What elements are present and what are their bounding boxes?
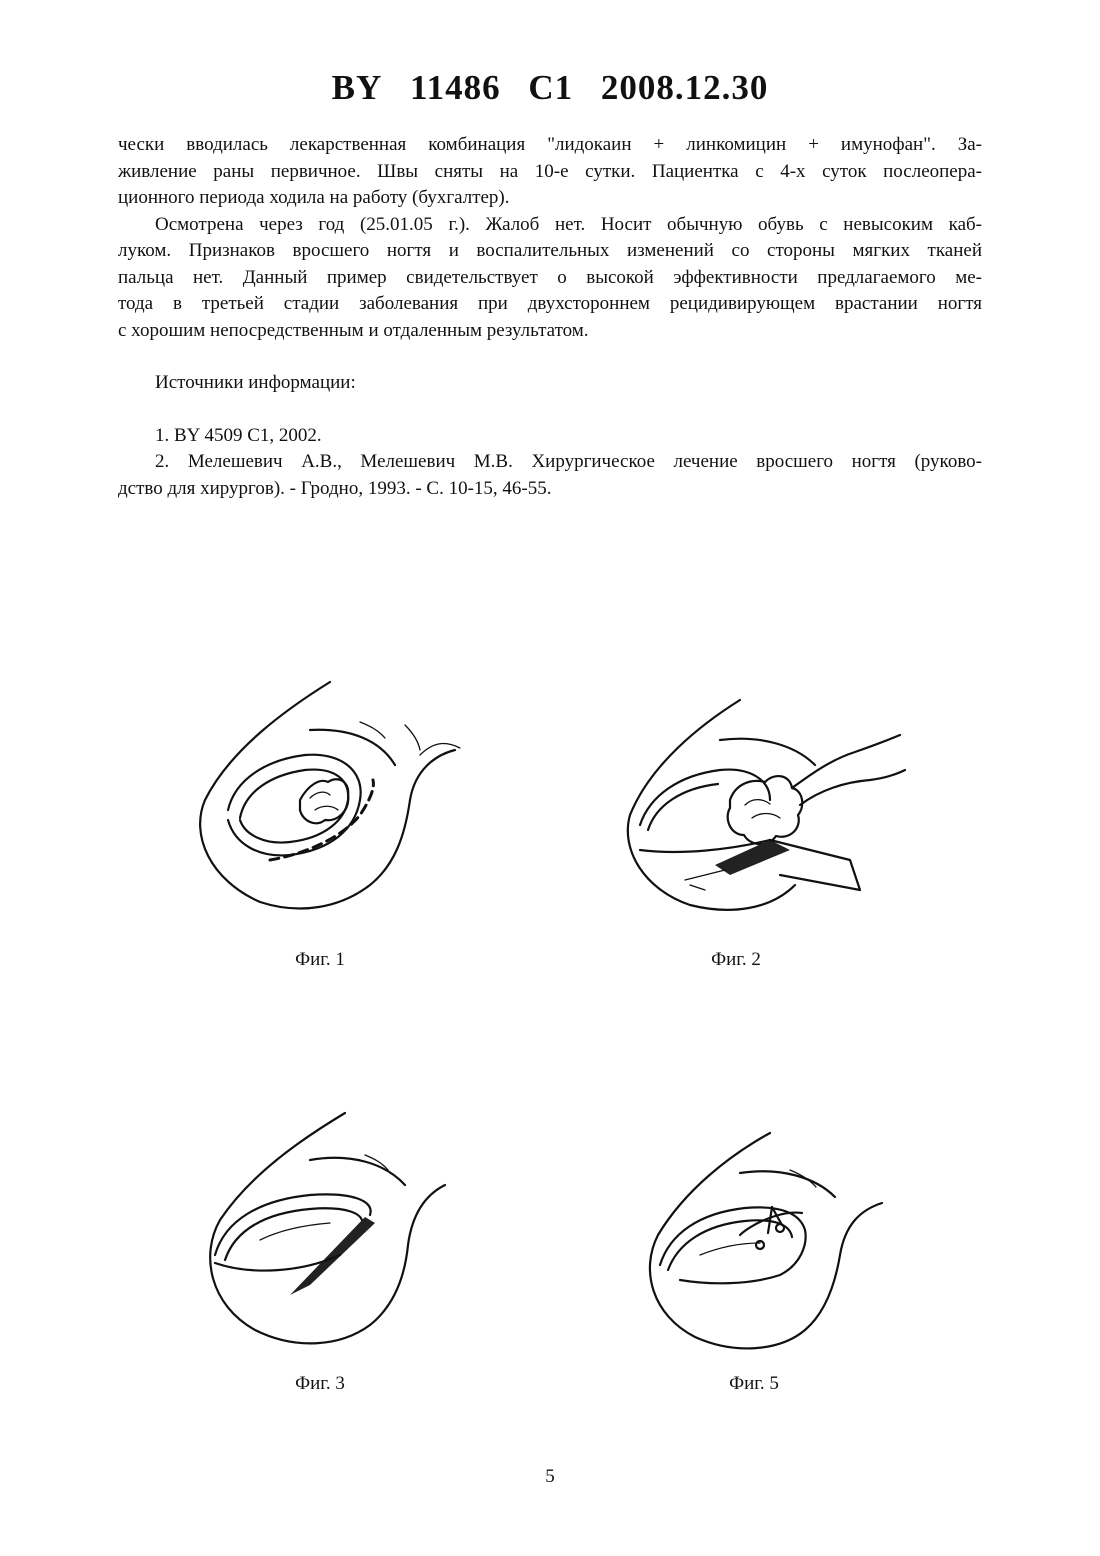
source-item: 2. Мелешевич А.В., Мелешевич М.В. Хирургическое лечение вросшего ногтя (руково- bbox=[155, 451, 982, 472]
figure-2 bbox=[620, 690, 910, 920]
paragraph-line: пальца нет. Данный пример свидетельствует о высокой эффективности предлагаемого ме- bbox=[118, 266, 982, 288]
figure-caption: Фиг. 2 bbox=[711, 949, 761, 970]
figure-caption: Фиг. 5 bbox=[729, 1373, 779, 1394]
page-number: 5 bbox=[545, 1466, 555, 1487]
paragraph-line: чески вводилась лекарственная комбинация "лидокаин + линкомицин + имунофан". За- bbox=[118, 134, 982, 155]
figure-3 bbox=[200, 1105, 460, 1355]
paragraph-line: тода в третьей стадии заболевания при двухстороннем рецидивирующем врастании ногтя bbox=[118, 293, 982, 314]
document-header bbox=[0, 68, 1100, 108]
figure-caption: Фиг. 1 bbox=[295, 949, 345, 970]
paragraph-line: с хорошим непосредственным и отдаленным результатом. bbox=[118, 319, 589, 341]
doc-kind: C1 bbox=[528, 68, 574, 107]
doc-prefix: BY bbox=[331, 68, 383, 107]
doc-date: 2008.12.30 bbox=[600, 68, 769, 107]
paragraph-line: живление раны первичное. Швы сняты на 10-е сутки. Пациентка с 4-х суток послеопера- bbox=[118, 160, 982, 182]
source-item: 1. BY 4509 C1, 2002. bbox=[155, 424, 322, 446]
body-text bbox=[118, 132, 982, 502]
figure-5 bbox=[640, 1125, 900, 1360]
figure-1 bbox=[190, 670, 480, 920]
paragraph-line: Осмотрена через год (25.01.05 г.). Жалоб нет. Носит обычную обувь с невысоким каб- bbox=[155, 213, 982, 235]
sources-heading: Источники информации: bbox=[155, 372, 356, 393]
paragraph-line: луком. Признаков вросшего ногтя и воспалительных изменений со стороны мягких тканей bbox=[118, 240, 982, 261]
toe-nail-excision-drawing-icon bbox=[620, 690, 910, 920]
source-item: дство для хирургов). - Гродно, 1993. - С. 10-15, 46-55. bbox=[118, 477, 552, 499]
toe-nail-wound-drawing-icon bbox=[200, 1105, 460, 1355]
toe-nail-suture-drawing-icon bbox=[640, 1125, 900, 1360]
figure-caption: Фиг. 3 bbox=[295, 1373, 345, 1394]
doc-number: 11486 bbox=[410, 68, 501, 107]
paragraph-line: ционного периода ходила на работу (бухгалтер). bbox=[118, 187, 510, 208]
toe-nail-incision-drawing-icon bbox=[190, 670, 480, 920]
